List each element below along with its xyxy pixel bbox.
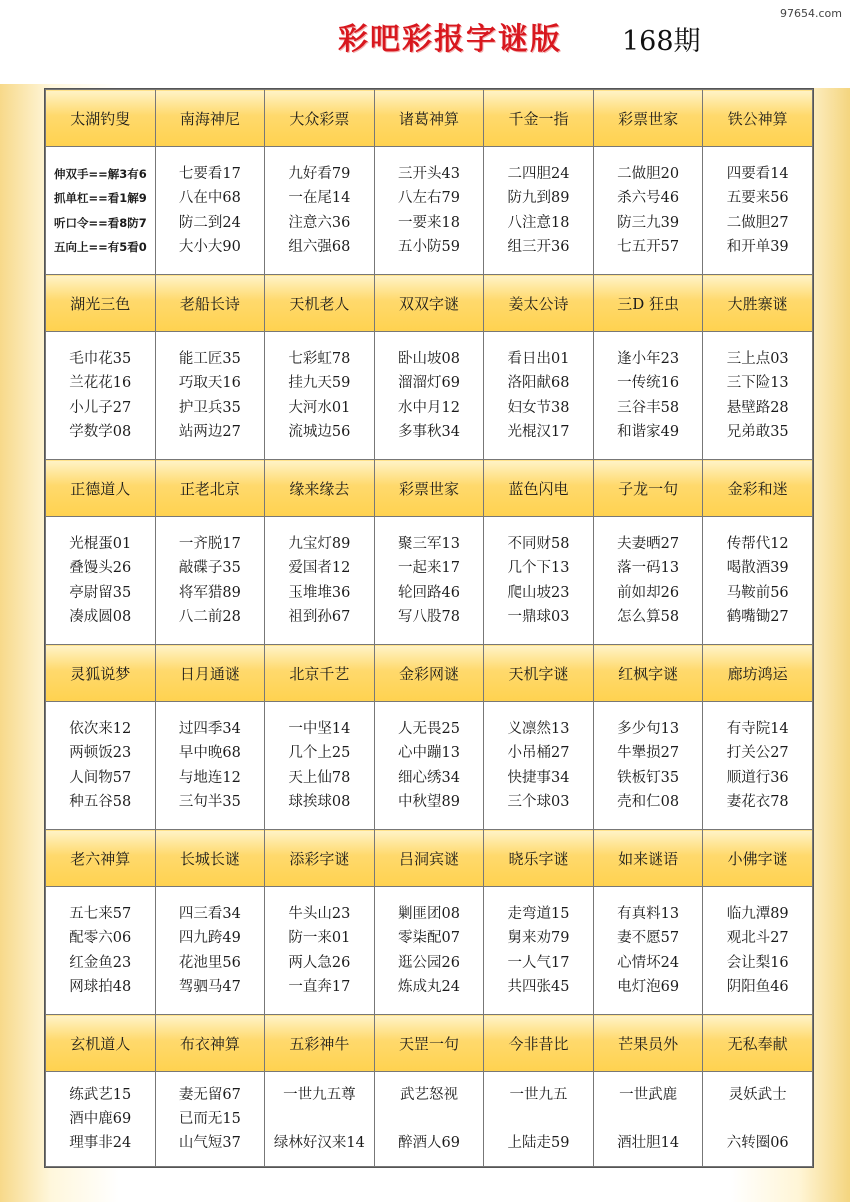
column-header: 千金一指: [484, 90, 594, 147]
riddle-cell: [155, 332, 265, 460]
riddle-cell: [374, 147, 484, 275]
riddle-line: 前如却26: [617, 584, 680, 601]
riddle-line: 牛头山23: [288, 905, 351, 922]
riddle-cell: [46, 702, 156, 830]
column-header: 天机字谜: [484, 645, 594, 702]
riddle-cell: [46, 887, 156, 1015]
riddle-line: 过四季34: [178, 720, 241, 737]
riddle-line: 九好看79: [288, 165, 351, 182]
riddle-line: 一世九五: [509, 1087, 568, 1104]
riddle-line: [265, 1107, 374, 1131]
riddle-line: 一人气17: [507, 954, 570, 971]
riddle-line: 看日出01: [507, 350, 570, 367]
riddle-line: 轮回路46: [397, 584, 460, 601]
riddle-line: 一传统16: [617, 375, 680, 392]
page-title: 彩吧彩报字谜版: [338, 22, 562, 57]
riddle-line: 聚三军13: [397, 535, 460, 552]
riddle-line: 玉堆堆36: [288, 584, 351, 601]
riddle-line: 壳和仁08: [617, 794, 680, 811]
column-header: 彩票世家: [593, 90, 703, 147]
riddle-cell: [374, 887, 484, 1015]
header-row: [46, 90, 813, 147]
riddle-cell: [265, 887, 375, 1015]
column-header: 金彩和迷: [703, 460, 813, 517]
riddle-line: 灵妖武士: [728, 1087, 787, 1104]
riddle-line: 二四胆24: [507, 165, 570, 182]
riddle-line: 凑成圆08: [69, 609, 132, 626]
riddle-cell: [703, 1072, 813, 1167]
riddle-cell: [484, 1072, 594, 1167]
site-watermark: 97654.com: [780, 7, 842, 20]
riddle-line: [703, 1107, 812, 1131]
content-row: [46, 147, 813, 275]
riddle-cell: [46, 147, 156, 275]
column-header: 湖光三色: [46, 275, 156, 332]
riddle-cell: [484, 332, 594, 460]
riddle-cell: [265, 147, 375, 275]
column-header: 蓝色闪电: [484, 460, 594, 517]
riddle-grid: [45, 89, 813, 1167]
riddle-line: 学数学08: [69, 424, 132, 441]
riddle-line: 九宝灯89: [288, 535, 351, 552]
riddle-line: 驾驷马47: [178, 979, 241, 996]
riddle-line: 酒壮胆14: [617, 1135, 680, 1152]
riddle-line: 五七来57: [69, 905, 132, 922]
riddle-line: 三上点03: [726, 350, 789, 367]
riddle-cell: [46, 517, 156, 645]
riddle-line: 逢小年23: [617, 350, 680, 367]
column-header: 金彩网谜: [374, 645, 484, 702]
riddle-line: 武艺怒视: [399, 1087, 458, 1104]
riddle-line: 舅来劝79: [507, 930, 570, 947]
riddle-line: 依次来12: [69, 720, 132, 737]
column-header: 诸葛神算: [374, 90, 484, 147]
header-row: [46, 1015, 813, 1072]
column-header: 吕洞宾谜: [374, 830, 484, 887]
riddle-line: 悬壁路28: [726, 399, 789, 416]
riddle-line: 上陆走59: [507, 1135, 570, 1152]
riddle-line: 怎么算58: [617, 609, 680, 626]
riddle-line: 写八股78: [397, 609, 460, 626]
riddle-cell: [703, 887, 813, 1015]
column-header: 玄机道人: [46, 1015, 156, 1072]
riddle-line: 五向上==有5看0: [54, 240, 147, 255]
riddle-line: 四九跨49: [178, 930, 241, 947]
riddle-line: 妇女节38: [507, 399, 570, 416]
riddle-cell: [374, 517, 484, 645]
riddle-line: 夫妻晒27: [617, 535, 680, 552]
riddle-line: 组三开36: [507, 239, 570, 256]
column-header: 子龙一句: [593, 460, 703, 517]
riddle-line: 快捷事34: [507, 769, 570, 786]
column-header: 红枫字谜: [593, 645, 703, 702]
riddle-line: 逛公园26: [397, 954, 460, 971]
riddle-line: 爬山坡23: [507, 584, 570, 601]
riddle-line: 八注意18: [507, 214, 570, 231]
riddle-line: 光棍蛋01: [69, 535, 132, 552]
riddle-line: 山气短37: [178, 1135, 241, 1152]
riddle-cell: [265, 517, 375, 645]
riddle-line: 五小防59: [397, 239, 460, 256]
column-header: 三D 狂虫: [593, 275, 703, 332]
riddle-cell: [484, 147, 594, 275]
riddle-line: 一起来17: [397, 560, 460, 577]
column-header: 天机老人: [265, 275, 375, 332]
column-header: 灵狐说梦: [46, 645, 156, 702]
riddle-line: 一中坚14: [288, 720, 351, 737]
column-header: 太湖钓叟: [46, 90, 156, 147]
header-row: [46, 275, 813, 332]
riddle-line: 六转圈06: [726, 1135, 789, 1152]
riddle-line: 种五谷58: [69, 794, 132, 811]
riddle-line: 毛巾花35: [69, 350, 132, 367]
riddle-line: 红金鱼23: [69, 954, 132, 971]
riddle-line: 多少句13: [617, 720, 680, 737]
riddle-line: 喝散酒39: [726, 560, 789, 577]
column-header: 廊坊鸿运: [703, 645, 813, 702]
riddle-cell: [593, 887, 703, 1015]
column-header: 大众彩票: [265, 90, 375, 147]
blank-area-center: [365, 58, 605, 92]
riddle-line: 打关公27: [726, 745, 789, 762]
riddle-line: 鹤嘴锄27: [726, 609, 789, 626]
riddle-line: 醉酒人69: [397, 1135, 460, 1152]
riddle-line: 洛阳献68: [507, 375, 570, 392]
riddle-line: 兄弟敢35: [726, 424, 789, 441]
riddle-line: 两人急26: [288, 954, 351, 971]
riddle-line: 卧山坡08: [397, 350, 460, 367]
riddle-line: 一世九五尊: [283, 1087, 356, 1104]
blank-area-left: [0, 0, 290, 84]
riddle-line: 站两边27: [178, 424, 241, 441]
riddle-line: 八在中68: [178, 190, 241, 207]
riddle-cell: [374, 702, 484, 830]
riddle-line: 不同财58: [507, 535, 570, 552]
column-header: 布衣神算: [155, 1015, 265, 1072]
riddle-line: 早中晚68: [178, 745, 241, 762]
riddle-line: 已而无15: [178, 1111, 241, 1128]
riddle-cell: [593, 702, 703, 830]
riddle-line: 杀六号46: [617, 190, 680, 207]
riddle-line: 溜溜灯69: [397, 375, 460, 392]
riddle-line: 人间物57: [69, 769, 132, 786]
riddle-line: 巧取天16: [178, 375, 241, 392]
column-header: 无私奉献: [703, 1015, 813, 1072]
riddle-line: 五要来56: [726, 190, 789, 207]
riddle-line: 小吊桶27: [507, 745, 570, 762]
riddle-line: 叠馒头26: [69, 560, 132, 577]
content-row: [46, 1072, 813, 1167]
riddle-line: 铁板钉35: [617, 769, 680, 786]
riddle-line: 零柒配07: [397, 930, 460, 947]
riddle-line: 与地连12: [178, 769, 241, 786]
header-row: [46, 830, 813, 887]
riddle-line: 网球拍48: [69, 979, 132, 996]
riddle-line: 和谐家49: [617, 424, 680, 441]
column-header: 长城长谜: [155, 830, 265, 887]
riddle-line: 绿林好汉来14: [273, 1135, 365, 1152]
riddle-line: 听口令==看8防7: [54, 215, 147, 230]
riddle-line: 妻不愿57: [617, 930, 680, 947]
column-header: 正老北京: [155, 460, 265, 517]
riddle-line: [484, 1107, 593, 1131]
riddle-line: 落一码13: [617, 560, 680, 577]
riddle-line: 临九潭89: [726, 905, 789, 922]
riddle-line: 酒中鹿69: [69, 1111, 132, 1128]
riddle-line: 二做胆20: [617, 165, 680, 182]
riddle-cell: [155, 887, 265, 1015]
riddle-line: 和开单39: [726, 239, 789, 256]
riddle-cell: [155, 147, 265, 275]
riddle-cell: [593, 517, 703, 645]
riddle-line: 马鞍前56: [726, 584, 789, 601]
column-header: 天罡一句: [374, 1015, 484, 1072]
riddle-line: [594, 1107, 703, 1131]
riddle-line: 大河水01: [288, 399, 351, 416]
issue-number: 168期: [622, 26, 701, 57]
riddle-line: 一世武鹿: [619, 1087, 678, 1104]
riddle-line: 抓单杠==看1解9: [54, 191, 147, 206]
riddle-cell: [593, 147, 703, 275]
column-header: 姜太公诗: [484, 275, 594, 332]
riddle-line: 八二前28: [178, 609, 241, 626]
riddle-line: 牛犟损27: [617, 745, 680, 762]
riddle-line: 理事非24: [69, 1135, 132, 1152]
riddle-line: 一鼎球03: [507, 609, 570, 626]
riddle-line: 共四张45: [507, 979, 570, 996]
riddle-cell: [374, 332, 484, 460]
riddle-line: 几个上25: [288, 745, 351, 762]
content-row: [46, 517, 813, 645]
column-header: 彩票世家: [374, 460, 484, 517]
riddle-line: 一齐脱17: [178, 535, 241, 552]
riddle-line: 电灯泡69: [617, 979, 680, 996]
riddle-line: 流城边56: [288, 424, 351, 441]
column-header: 小佛字谜: [703, 830, 813, 887]
riddle-cell: [374, 1072, 484, 1167]
riddle-line: 小儿子27: [69, 399, 132, 416]
riddle-line: 天上仙78: [288, 769, 351, 786]
column-header: 正德道人: [46, 460, 156, 517]
riddle-line: 心中蹦13: [397, 745, 460, 762]
column-header: 缘来缘去: [265, 460, 375, 517]
riddle-line: 防三九39: [617, 214, 680, 231]
column-header: 五彩神牛: [265, 1015, 375, 1072]
column-header: 今非昔比: [484, 1015, 594, 1072]
riddle-line: 四三看34: [178, 905, 241, 922]
riddle-cell: [703, 147, 813, 275]
riddle-cell: [593, 332, 703, 460]
column-header: 铁公神算: [703, 90, 813, 147]
riddle-line: 将军猎89: [178, 584, 241, 601]
riddle-line: 中秋望89: [397, 794, 460, 811]
riddle-cell: [484, 702, 594, 830]
riddle-cell: [593, 1072, 703, 1167]
riddle-line: 有真料13: [617, 905, 680, 922]
riddle-line: 组六强68: [288, 239, 351, 256]
riddle-line: 防九到89: [507, 190, 570, 207]
header-row: [46, 460, 813, 517]
riddle-line: 三下险13: [726, 375, 789, 392]
riddle-line: 三句半35: [178, 794, 241, 811]
riddle-line: 练武艺15: [69, 1087, 132, 1104]
riddle-cell: [265, 332, 375, 460]
riddle-line: 祖到孙67: [288, 609, 351, 626]
riddle-cell: [265, 702, 375, 830]
column-header: 老船长诗: [155, 275, 265, 332]
riddle-line: 妻花衣78: [726, 794, 789, 811]
column-header: 晓乐字谜: [484, 830, 594, 887]
riddle-cell: [703, 332, 813, 460]
column-header: 如来谜语: [593, 830, 703, 887]
riddle-line: [375, 1107, 484, 1131]
riddle-line: 观北斗27: [726, 930, 789, 947]
riddle-line: 伸双手==解3有6: [54, 166, 147, 181]
riddle-line: 敲碟子35: [178, 560, 241, 577]
riddle-table: [44, 88, 814, 1168]
riddle-line: 八左右79: [397, 190, 460, 207]
column-header: 大胜寨谜: [703, 275, 813, 332]
riddle-line: 四要看14: [726, 165, 789, 182]
riddle-cell: [484, 887, 594, 1015]
riddle-line: 一直奔17: [288, 979, 351, 996]
riddle-line: 妻无留67: [178, 1087, 241, 1104]
content-row: [46, 332, 813, 460]
riddle-line: 亭尉留35: [69, 584, 132, 601]
column-header: 双双字谜: [374, 275, 484, 332]
riddle-cell: [155, 1072, 265, 1167]
content-row: [46, 702, 813, 830]
riddle-line: 七要看17: [178, 165, 241, 182]
riddle-line: 三谷丰58: [617, 399, 680, 416]
riddle-line: 花池里56: [178, 954, 241, 971]
riddle-line: 一在尾14: [288, 190, 351, 207]
riddle-cell: [155, 702, 265, 830]
riddle-line: 挂九天59: [288, 375, 351, 392]
riddle-line: 兰花花16: [69, 375, 132, 392]
riddle-line: 细心绣34: [397, 769, 460, 786]
riddle-line: 人无畏25: [397, 720, 460, 737]
riddle-line: 护卫兵35: [178, 399, 241, 416]
riddle-line: 爱国者12: [288, 560, 351, 577]
riddle-line: 二做胆27: [726, 214, 789, 231]
column-header: 添彩字谜: [265, 830, 375, 887]
riddle-line: 防一来01: [288, 930, 351, 947]
riddle-line: 传帮代12: [726, 535, 789, 552]
column-header: 日月通谜: [155, 645, 265, 702]
content-row: [46, 887, 813, 1015]
riddle-line: 一要来18: [397, 214, 460, 231]
riddle-line: 注意六36: [288, 214, 351, 231]
riddle-line: 七五开57: [617, 239, 680, 256]
riddle-line: 走弯道15: [507, 905, 570, 922]
column-header: 南海神尼: [155, 90, 265, 147]
riddle-line: 心情坏24: [617, 954, 680, 971]
column-header: 北京千艺: [265, 645, 375, 702]
header-row: [46, 645, 813, 702]
riddle-line: 炼成丸24: [397, 979, 460, 996]
riddle-cell: [155, 517, 265, 645]
riddle-line: 大小大90: [178, 239, 241, 256]
riddle-line: 义凛然13: [507, 720, 570, 737]
riddle-cell: [265, 1072, 375, 1167]
riddle-line: 防二到24: [178, 214, 241, 231]
riddle-cell: [484, 517, 594, 645]
riddle-line: 阴阳鱼46: [726, 979, 789, 996]
riddle-line: 会让梨16: [726, 954, 789, 971]
riddle-line: 水中月12: [397, 399, 460, 416]
riddle-line: 多事秋34: [397, 424, 460, 441]
riddle-line: 几个下13: [507, 560, 570, 577]
riddle-cell: [46, 332, 156, 460]
riddle-line: 三开头43: [397, 165, 460, 182]
riddle-line: 三个球03: [507, 794, 570, 811]
riddle-line: 两顿饭23: [69, 745, 132, 762]
riddle-cell: [46, 1072, 156, 1167]
column-header: 老六神算: [46, 830, 156, 887]
riddle-line: 顺道行36: [726, 769, 789, 786]
riddle-cell: [703, 517, 813, 645]
column-header: 芒果员外: [593, 1015, 703, 1072]
riddle-line: 剿匪团08: [397, 905, 460, 922]
riddle-line: 光棍汉17: [507, 424, 570, 441]
riddle-line: 球挨球08: [288, 794, 351, 811]
riddle-cell: [703, 702, 813, 830]
riddle-line: 配零六06: [69, 930, 132, 947]
riddle-line: 七彩虹78: [288, 350, 351, 367]
riddle-line: 有寺院14: [726, 720, 789, 737]
riddle-line: 能工匠35: [178, 350, 241, 367]
